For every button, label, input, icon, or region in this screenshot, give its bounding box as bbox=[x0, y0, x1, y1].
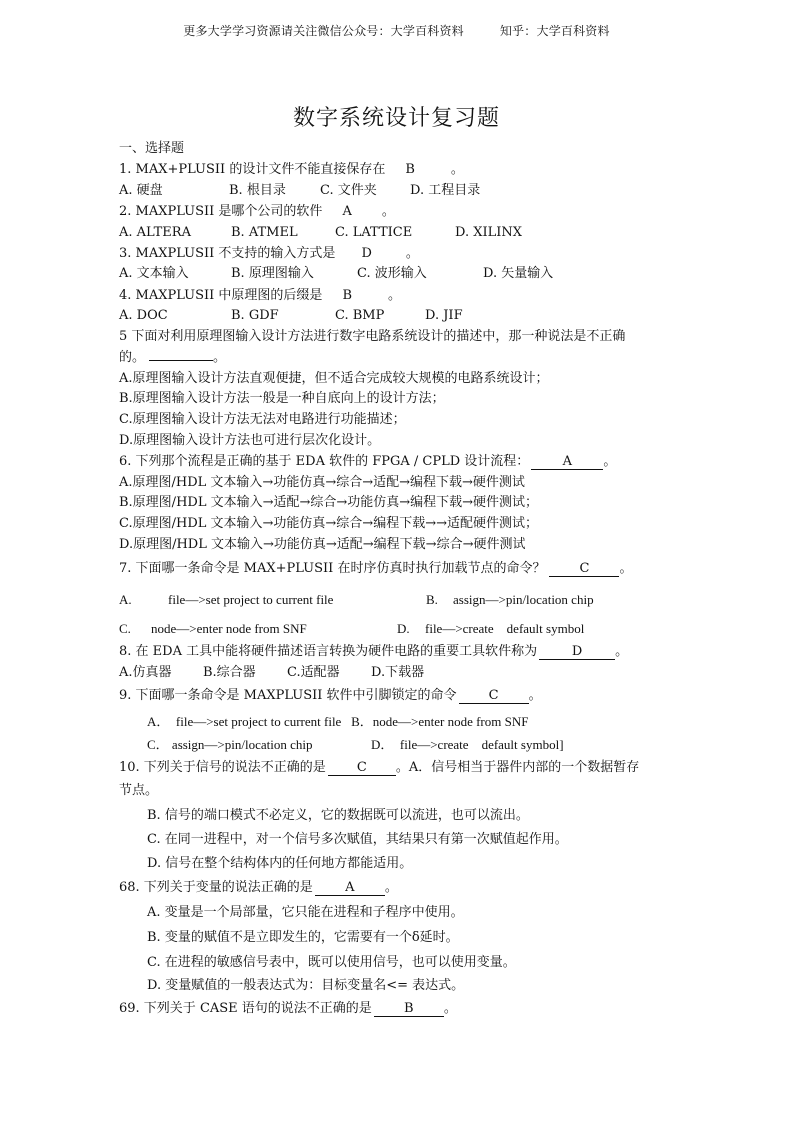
option-d: D.下载器 bbox=[371, 665, 425, 680]
option-c: C. 在同一进程中，对一个信号多次赋值，其结果只有第一次赋值起作用。 bbox=[147, 832, 568, 847]
option-a: A. 硬盘 bbox=[119, 183, 163, 198]
answer-7: C bbox=[549, 562, 619, 577]
options-1 bbox=[119, 183, 480, 199]
option-a: A.原理图输入设计方法直观便捷，但不适合完成较大规模的电路系统设计； bbox=[119, 371, 549, 386]
option-c-label: C. bbox=[119, 621, 131, 636]
option-b: B.原理图/HDL 文本输入→适配→综合→功能仿真→编程下载→硬件测试； bbox=[119, 495, 539, 510]
option-b: B.综合器 bbox=[203, 665, 256, 680]
question-10: 10. 下列关于信号的说法不正确的是 C 。A．信号相当于器件内部的一个数据暂存 bbox=[119, 760, 640, 775]
answer-6: A bbox=[531, 455, 603, 470]
option-d: D. 变量赋值的一般表达式为：目标变量名<= 表达式。 bbox=[147, 978, 465, 993]
option-c: C.适配器 bbox=[287, 665, 340, 680]
option-b: B. GDF bbox=[231, 308, 279, 323]
option-a: A. 变量是一个局部量，它只能在进程和子程序中使用。 bbox=[147, 905, 464, 920]
option-d: D. 工程目录 bbox=[410, 183, 481, 198]
question-3: 3. MAXPLUSII 不支持的输入方式是 D 。 bbox=[119, 246, 419, 261]
option-c: C. 波形输入 bbox=[357, 266, 427, 281]
option-b: B. 变量的赋值不是立即发生的，它需要有一个δ延时。 bbox=[147, 930, 459, 945]
question-6: 6. 下列那个流程是正确的基于 EDA 软件的 FPGA / CPLD 设计流程： A 。 bbox=[119, 454, 617, 469]
question-8: 8. 在 EDA 工具中能将硬件描述语言转换为硬件电路的重要工具软件称为 D 。 bbox=[119, 644, 629, 659]
answer-9: C bbox=[459, 689, 529, 704]
option-a: A. 文本输入 bbox=[119, 266, 189, 281]
option-d: D. 矢量输入 bbox=[483, 266, 554, 281]
question-10-cont: 节点。 bbox=[119, 783, 159, 798]
option-a: A. DOC bbox=[119, 308, 168, 323]
options-2 bbox=[119, 225, 522, 241]
option-c: C. BMP bbox=[335, 308, 385, 323]
answer-1: B bbox=[405, 162, 415, 177]
option-c: C.原理图/HDL 文本输入→功能仿真→综合→编程下载→→适配硬件测试； bbox=[119, 516, 538, 531]
question-5: 5 下面对利用原理图输入设计方法进行数字电路系统设计的描述中，那一种说法是不正确 bbox=[119, 329, 626, 344]
answer-69: B bbox=[374, 1002, 444, 1017]
answer-3: D bbox=[361, 246, 372, 261]
section-heading: 一、选择题 bbox=[119, 141, 185, 156]
question-2: 2. MAXPLUSII 是哪个公司的软件 A 。 bbox=[119, 204, 395, 219]
options-4 bbox=[119, 308, 463, 324]
question-69: 69. 下列关于 CASE 语句的说法不正确的是 B 。 bbox=[119, 1001, 457, 1016]
options-7-row1 bbox=[119, 592, 594, 608]
option-c: C. 文件夹 bbox=[320, 183, 377, 198]
option-d: D. 信号在整个结构体内的任何地方都能适用。 bbox=[147, 856, 413, 871]
options-8 bbox=[119, 665, 424, 681]
option-b: assign—>pin/location chip bbox=[453, 592, 594, 607]
header-right: 知乎：大学百科资料 bbox=[499, 24, 610, 38]
option-a: A.仿真器 bbox=[119, 665, 172, 680]
option-b: B. 根目录 bbox=[229, 183, 286, 198]
answer-8: D bbox=[539, 645, 615, 660]
option-c: C. 在进程的敏感信号表中，既可以使用信号，也可以使用变量。 bbox=[147, 955, 516, 970]
page-title: 数字系统设计复习题 bbox=[292, 106, 500, 131]
question-7: 7. 下面哪一条命令是 MAX+PLUSII 在时序仿真时执行加载节点的命令？ C 。 bbox=[119, 561, 633, 576]
option-b: B. 信号的端口模式不必定义，它的数据既可以流进，也可以流出。 bbox=[147, 808, 529, 823]
option-a-label: A. bbox=[119, 592, 132, 607]
option-a: A. ALTERA bbox=[119, 225, 191, 240]
question-68: 68. 下列关于变量的说法正确的是 A 。 bbox=[119, 880, 398, 895]
option-a: A.原理图/HDL 文本输入→功能仿真→综合→适配→编程下载→硬件测试 bbox=[119, 475, 525, 490]
options-7-row2 bbox=[119, 621, 584, 637]
question-5-cont: 的。 。 bbox=[119, 350, 227, 365]
option-a: file—>set project to current file bbox=[168, 592, 334, 607]
question-9: 9. 下面哪一条命令是 MAXPLUSII 软件中引脚锁定的命令 C 。 bbox=[119, 688, 542, 703]
option-d-label: D. bbox=[397, 621, 410, 636]
options-9-row2 bbox=[147, 737, 564, 753]
option-b: B.原理图输入设计方法一般是一种自底向上的设计方法； bbox=[119, 391, 445, 406]
answer-blank-5 bbox=[149, 360, 213, 361]
header-left: 更多大学学习资源请关注微信公众号：大学百科资料 bbox=[183, 24, 464, 38]
answer-4: B bbox=[342, 288, 352, 303]
answer-68: A bbox=[315, 881, 385, 896]
option-c: node—>enter node from SNF bbox=[151, 621, 307, 636]
option-c: C.原理图输入设计方法无法对电路进行功能描述； bbox=[119, 412, 406, 427]
option-c: C． assign—>pin/location chip bbox=[147, 737, 313, 752]
option-d: D. JIF bbox=[425, 308, 463, 323]
option-d: D. XILINX bbox=[455, 225, 523, 240]
option-d: file—>create default symbol bbox=[425, 621, 585, 636]
answer-2: A bbox=[342, 204, 352, 219]
question-4: 4. MAXPLUSII 中原理图的后缀是 B 。 bbox=[119, 288, 402, 303]
page-header bbox=[0, 22, 793, 39]
option-d: D.原理图/HDL 文本输入→功能仿真→适配→编程下载→综合→硬件测试 bbox=[119, 537, 526, 552]
options-9-row1: A． file—>set project to current file B．node—>enter node from SNF bbox=[147, 714, 529, 729]
option-d: D． file—>create default symbol] bbox=[371, 737, 564, 752]
answer-10: C bbox=[328, 761, 396, 776]
option-b-label: B. bbox=[426, 592, 438, 607]
option-d: D.原理图输入设计方法也可进行层次化设计。 bbox=[119, 433, 381, 448]
option-c: C. LATTICE bbox=[335, 225, 413, 240]
question-1: 1. MAX+PLUSII 的设计文件不能直接保存在 B 。 bbox=[119, 162, 464, 177]
option-b: B. 原理图输入 bbox=[231, 266, 314, 281]
option-b: B. ATMEL bbox=[231, 225, 298, 240]
options-3 bbox=[119, 266, 553, 282]
